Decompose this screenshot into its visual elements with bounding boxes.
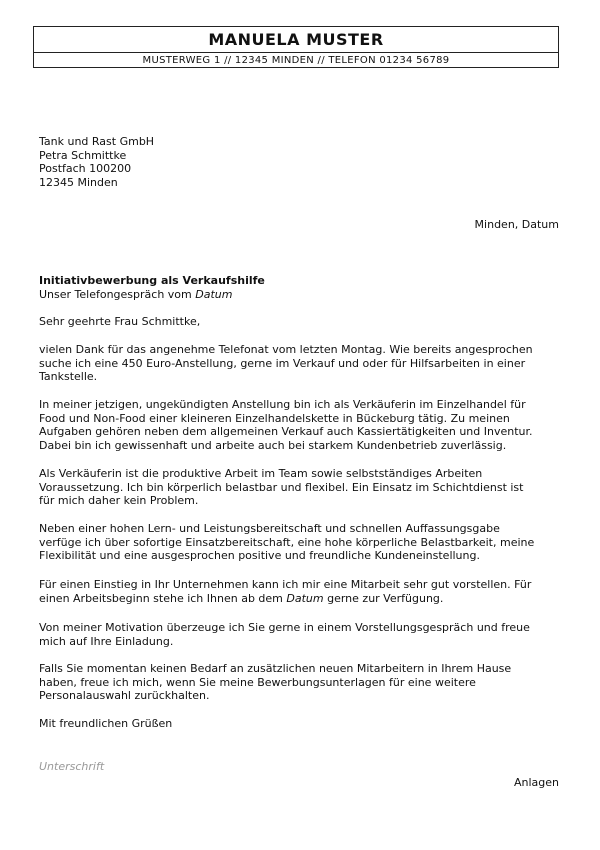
sender-name: MANUELA MUSTER bbox=[34, 27, 558, 53]
attachments-note: Anlagen bbox=[513, 776, 559, 789]
paragraph-text: einen Arbeitsbeginn stehe ich Ihnen ab dem bbox=[39, 591, 287, 605]
paragraph-3 bbox=[39, 467, 559, 508]
paragraph-6 bbox=[39, 621, 559, 648]
paragraph-5 bbox=[39, 578, 559, 605]
paragraph-1 bbox=[39, 343, 559, 384]
recipient-address bbox=[39, 135, 559, 189]
paragraph-line: Aufgaben gehören neben dem allgemeinen Verkauf auch Kassiertätigkeiten und Inventur. bbox=[39, 425, 533, 439]
paragraph-line: vielen Dank für das angenehme Telefonat vom letzten Montag. Wie bereits angesprochen bbox=[39, 343, 533, 356]
start-date-placeholder: Datum bbox=[286, 591, 324, 605]
signature-placeholder: Unterschrift bbox=[39, 760, 105, 773]
paragraph-line bbox=[39, 592, 559, 606]
paragraph-line: mich auf Ihre Einladung. bbox=[39, 634, 174, 648]
salutation: Sehr geehrte Frau Schmittke, bbox=[39, 315, 201, 328]
letter-date: Minden, Datum bbox=[474, 218, 559, 231]
subject-reference-text: Unser Telefongespräch vom bbox=[39, 287, 196, 301]
paragraph-4 bbox=[39, 522, 559, 563]
sender-contact: MUSTERWEG 1 // 12345 MINDEN // TELEFON 01234 56789 bbox=[142, 55, 450, 66]
paragraph-line: Voraussetzung. Ich bin körperlich belastbar und flexibel. Ein Einsatz im Schichtdienst ist bbox=[39, 480, 524, 494]
paragraph-line: Als Verkäuferin ist die produktive Arbeit im Team sowie selbstständiges Arbeiten bbox=[39, 467, 483, 480]
subject-reference bbox=[39, 288, 559, 302]
paragraph-line: Neben einer hohen Lern- und Leistungsbereitschaft und schnellen Auffassungsgabe bbox=[39, 522, 500, 535]
subject-title: Initiativbewerbung als Verkaufshilfe bbox=[39, 274, 265, 287]
paragraph-line: Flexibilität und eine ausgesprochen positive und freundliche Kundeneinstellung. bbox=[39, 549, 480, 563]
recipient-city: 12345 Minden bbox=[39, 175, 118, 189]
paragraph-text: gerne zur Verfügung. bbox=[323, 591, 444, 605]
recipient-pobox: Postfach 100200 bbox=[39, 162, 132, 176]
recipient-company: Tank und Rast GmbH bbox=[39, 135, 155, 148]
paragraph-line: In meiner jetzigen, ungekündigten Anstellung bin ich als Verkäuferin im Einzelhandel für bbox=[39, 398, 526, 411]
paragraph-line: Personalauswahl zurückhalten. bbox=[39, 689, 210, 703]
paragraph-line: Dabei bin ich gewissenhaft und arbeite auch bei starkem Kundenbetrieb zuverlässig. bbox=[39, 438, 507, 452]
paragraph-line: suche ich eine 450 Euro-Anstellung, gerne im Verkauf und oder für Hilfsarbeiten in einer bbox=[39, 356, 526, 370]
paragraph-line: Food und Non-Food einer kleineren Einzelhandelskette in Bückeburg tätig. Zu meinen bbox=[39, 411, 510, 425]
closing-phrase: Mit freundlichen Grüßen bbox=[39, 717, 173, 730]
paragraph-line: Falls Sie momentan keinen Bedarf an zusätzlichen neuen Mitarbeitern in Ihrem Hause bbox=[39, 662, 512, 675]
paragraph-line: Für einen Einstieg in Ihr Unternehmen kann ich mir eine Mitarbeit sehr gut vorstellen. Für bbox=[39, 578, 532, 591]
paragraph-line: haben, freue ich mich, wenn Sie meine Bewerbungsunterlagen für eine weitere bbox=[39, 675, 476, 689]
paragraph-line: Tankstelle. bbox=[39, 370, 98, 384]
recipient-person: Petra Schmittke bbox=[39, 148, 127, 162]
paragraph-line: für mich daher kein Problem. bbox=[39, 494, 199, 508]
subject-block bbox=[39, 274, 559, 301]
paragraph-2 bbox=[39, 398, 559, 452]
paragraph-line: Von meiner Motivation überzeuge ich Sie gerne in einem Vorstellungsgespräch und freue bbox=[39, 621, 530, 634]
subject-reference-date: Datum bbox=[195, 287, 233, 301]
paragraph-line: verfüge ich über sofortige Einsatzbereitschaft, eine hohe körperliche Belastbarkeit, meine bbox=[39, 535, 535, 549]
paragraph-7 bbox=[39, 662, 559, 703]
letterhead bbox=[33, 26, 559, 68]
